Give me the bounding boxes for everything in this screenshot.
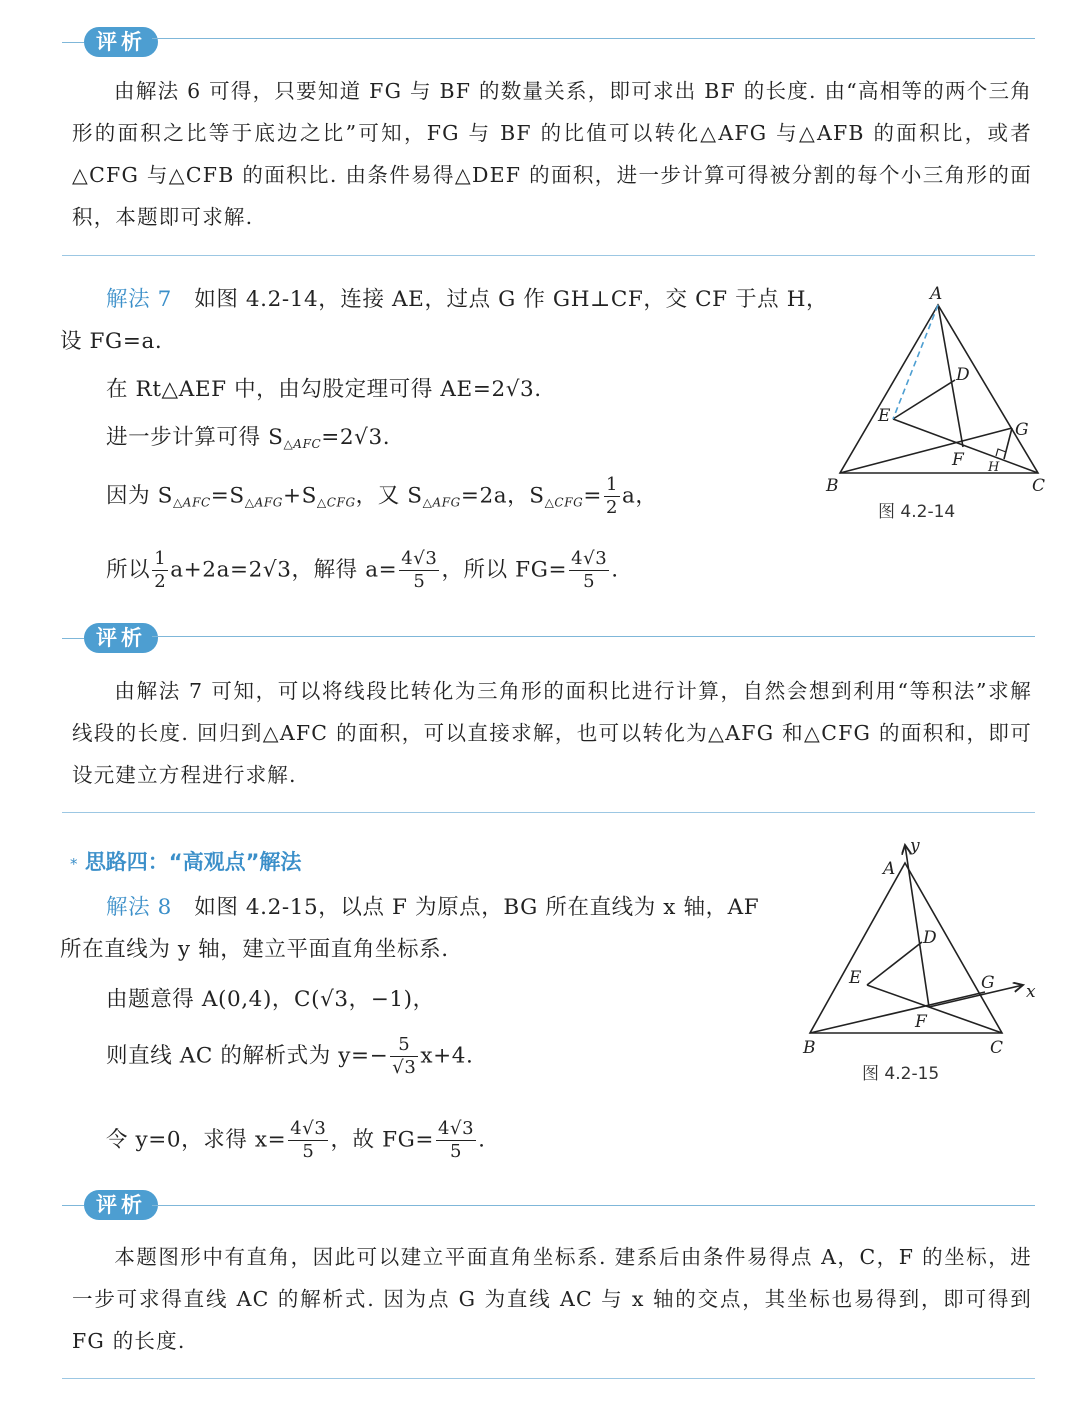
comment-badge: 评析	[84, 623, 158, 653]
method8-label: 解法 8	[106, 895, 172, 920]
segment-gh	[1004, 428, 1012, 459]
label-d: D	[923, 928, 937, 948]
method8-line4: 则直线 AC 的解析式为 y=− $\frac{5}{√3}$ x+4.	[106, 1034, 474, 1078]
fraction: $\frac{4√3}{5}$	[401, 548, 438, 592]
method8-line3: 由题意得 A(0,4)，C(√3，−1)，	[106, 987, 435, 1012]
label-x-axis: x	[1026, 982, 1036, 1002]
comment-badge: 评析	[84, 27, 158, 57]
method7-label: 解法 7	[106, 287, 172, 312]
comment-badge: 评析	[84, 1190, 158, 1220]
segment-bg	[810, 992, 985, 1033]
method7-line5: 因为 $S_{\triangle AFC}=S_{\triangle AFG}+S_{\triangle CFG}$，又 $S_{\triangle AFG}=2a$，$S_{\triangle CFG}=$ $\frac{1}{2}$ a，	[106, 474, 658, 518]
label-e: E	[878, 406, 891, 426]
label-d: D	[956, 365, 970, 385]
badge-line-left	[62, 42, 84, 43]
y-axis	[905, 845, 929, 1007]
figure-4-2-14	[820, 275, 1050, 495]
segment-ed	[893, 380, 955, 419]
fraction: $\frac{4√3}{5}$	[437, 1118, 475, 1162]
label-e: E	[849, 968, 862, 988]
label-b: B	[826, 476, 839, 495]
badge-line-right	[152, 38, 1035, 39]
label-b: B	[803, 1038, 816, 1058]
fraction: $\frac{4√3}{5}$	[290, 1118, 327, 1162]
label-c: C	[1032, 476, 1046, 495]
method7-line4: 进一步计算可得 $S_{\triangle AFC}=2√3$.	[106, 425, 391, 451]
method7-line3: 在 Rt△AEF 中，由勾股定理可得 AE=2√3.	[106, 377, 542, 402]
label-f: F	[952, 450, 964, 470]
section-divider	[62, 1378, 1035, 1379]
badge-line-right	[152, 1205, 1035, 1206]
method8-line5: 令 y=0，求得 x= $\frac{4√3}{5}$ ，故 FG= $\frac{4√3}{5}$ .	[106, 1118, 486, 1162]
badge-line-left	[62, 1205, 84, 1206]
comment-paragraph-3: 本题图形中有直角，因此可以建立平面直角坐标系. 建系后由条件易得点 A，C，F 的坐标，进一步可求得直线 AC 的解析式. 因为点 G 为直线 AC 与 x 轴的交点，其坐标也易得到，即可得到 FG 的长度.	[72, 1245, 1032, 1353]
label-g: G	[981, 973, 995, 993]
figure-4-2-15	[795, 835, 1045, 1060]
method8-line1: 解法 8 如图 4.2-15，以点 F 为原点，BG 所在直线为 x 轴，AF	[106, 895, 760, 920]
idea4-heading: * 思路四：“高观点”解法	[70, 850, 302, 874]
comment-paragraph-1: 由解法 6 可得，只要知道 FG 与 BF 的数量关系，即可求出 BF 的长度. 由“高相等的两个三角形的面积之比等于底边之比”可知，FG 与 BF 的比值可以转化△AFG 与△AFB 的面积比，或者△CFG 与△CFB 的面积比. 由条件易得△DEF 的面积，进一步计算可得被分割的每个小三角形的面积，本题即可求解.	[72, 79, 1032, 229]
fraction: $\frac{4√3}{5}$	[571, 548, 608, 592]
method8-line2: 所在直线为 y 轴，建立平面直角坐标系.	[60, 937, 449, 962]
triangle-abc	[810, 863, 1002, 1033]
label-y-axis: y	[910, 836, 920, 856]
method7-line1: 解法 7 如图 4.2-14，连接 AE，过点 G 作 GH⊥CF，交 CF 于点 H，	[106, 287, 829, 312]
label-a: A	[883, 859, 896, 879]
label-f: F	[915, 1012, 927, 1032]
badge-line-left	[62, 638, 84, 639]
figure-caption-4-2-14: 图 4.2-14	[878, 502, 956, 522]
method7-line6: 所以 $\frac{1}{2}$ a+2a=2√3，解得 a= $\frac{4√3}{5}$ ，所以 FG= $\frac{4√3}{5}$ .	[106, 548, 619, 592]
label-c: C	[990, 1038, 1004, 1058]
comment-paragraph-2: 由解法 7 可知，可以将线段比转化为三角形的面积比进行计算，自然会想到利用“等积法”求解线段的长度. 回归到△AFC 的面积，可以直接求解，也可以转化为△AFG 和△CFG 的面积和，即可设元建立方程进行求解.	[72, 679, 1032, 787]
section-divider	[62, 255, 1035, 256]
badge-line-right	[152, 636, 1035, 637]
segment-ed	[867, 942, 922, 985]
method7-line2: 设 FG=a.	[60, 329, 163, 354]
section-divider	[62, 812, 1035, 813]
fraction: $\frac{1}{2}$	[154, 548, 167, 592]
fraction: $\frac{1}{2}$	[605, 474, 618, 518]
figure-caption-4-2-15: 图 4.2-15	[862, 1064, 940, 1084]
label-g: G	[1015, 420, 1029, 440]
fraction: $\frac{5}{√3}$	[392, 1034, 417, 1078]
label-h: H	[988, 460, 1000, 475]
segment-ae-dashed	[893, 305, 938, 419]
segment-bg	[840, 428, 1012, 473]
label-a: A	[930, 284, 943, 304]
